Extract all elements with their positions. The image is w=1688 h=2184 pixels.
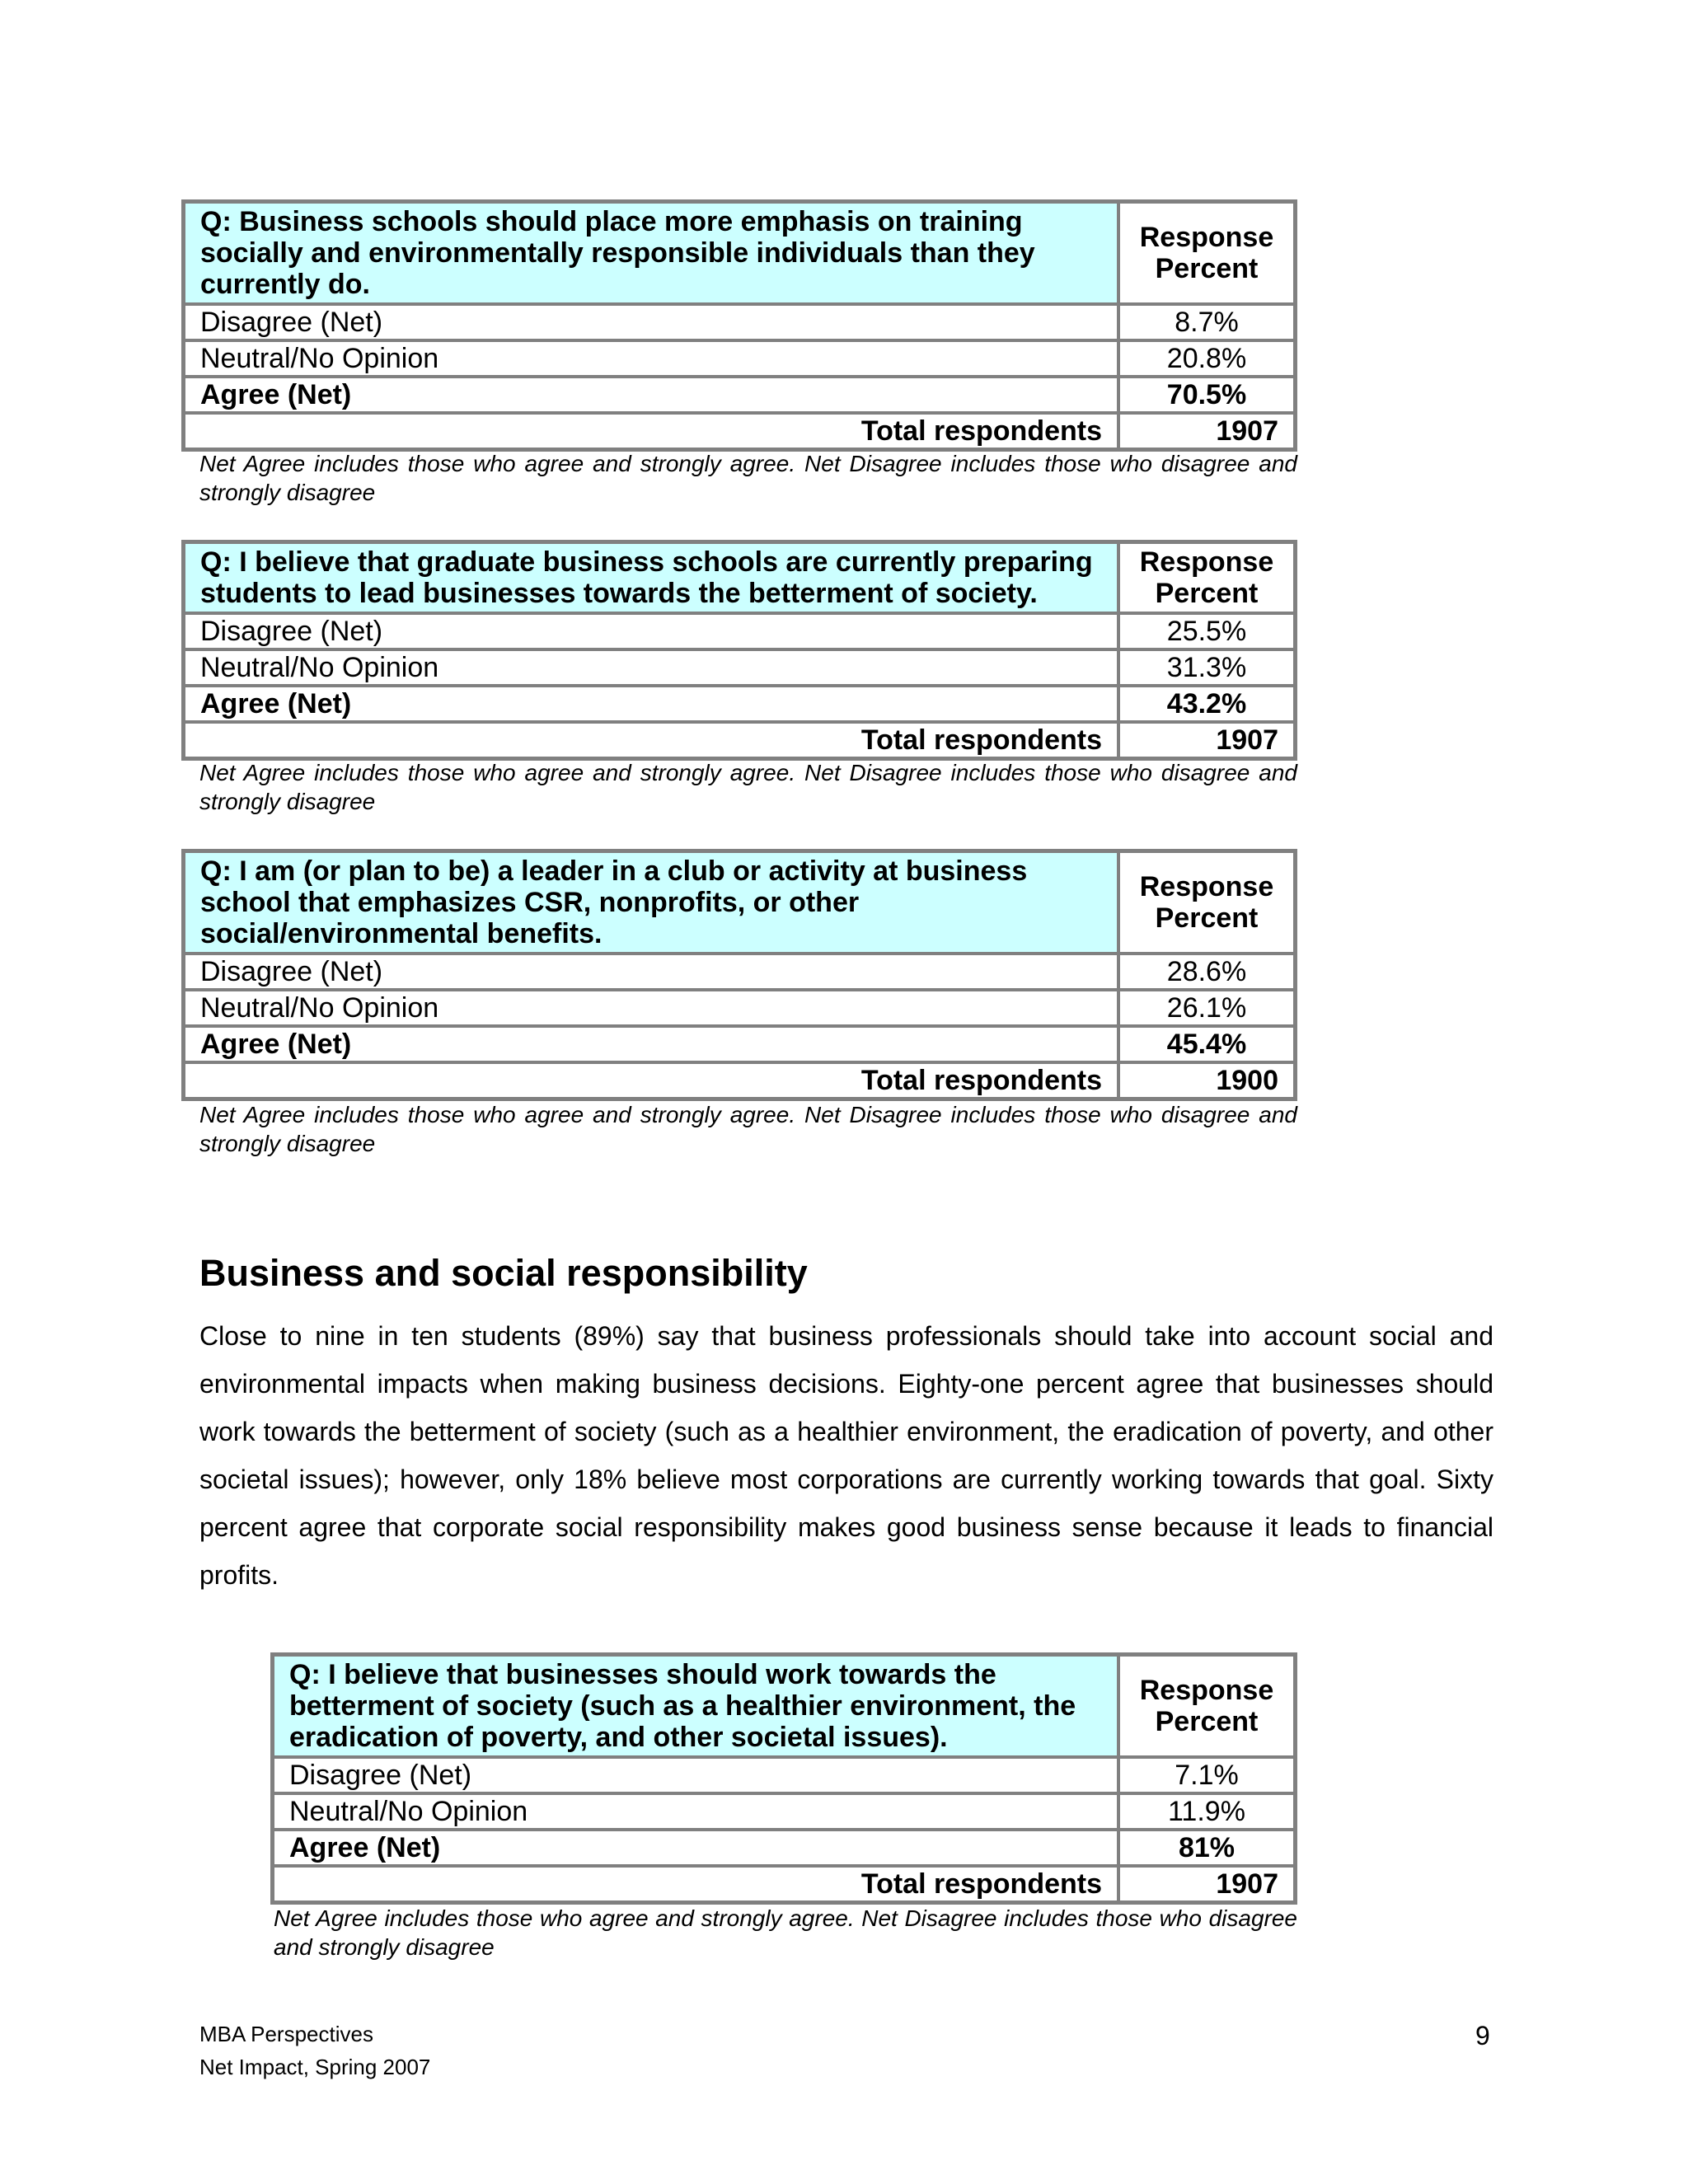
table-row: [184, 613, 1296, 649]
row-value: 45.4%: [1118, 1026, 1296, 1062]
row-value: 70.5%: [1118, 377, 1296, 413]
footer-publication: MBA Perspectives: [199, 2022, 373, 2046]
table-note: Net Agree includes those who agree and strongly agree. Net Disagree includes those who disagree and strongly disagree: [274, 1905, 1297, 1960]
total-value: 1907: [1118, 1866, 1296, 1902]
section-title: Business and social responsibility: [199, 1252, 808, 1294]
table-row: [273, 1793, 1296, 1830]
table-note: Net Agree includes those who agree and strongly agree. Net Disagree includes those who disagree and strongly disagree: [199, 1102, 1297, 1156]
row-value: 20.8%: [1118, 340, 1296, 377]
survey-table-1: [181, 199, 1297, 452]
table-header-row: [184, 851, 1296, 954]
table-note: Net Agree includes those who agree and strongly agree. Net Disagree includes those who disagree and strongly disagree: [199, 451, 1297, 505]
question-cell: Q: I am (or plan to be) a leader in a club or activity at business school that emphasizes CSR, nonprofits, or other social/environmental benefits.: [184, 851, 1119, 954]
row-value: 11.9%: [1118, 1793, 1296, 1830]
row-value: 81%: [1118, 1830, 1296, 1866]
table-row: [184, 686, 1296, 722]
total-row: [273, 1866, 1296, 1902]
total-value: 1907: [1118, 413, 1296, 449]
question-cell: Q: I believe that graduate business schools are currently preparing students to lead businesses towards the betterment of society.: [184, 542, 1119, 614]
row-label: Agree (Net): [184, 1026, 1119, 1062]
table-row: [184, 340, 1296, 377]
row-label: Agree (Net): [184, 686, 1119, 722]
row-value: 8.7%: [1118, 304, 1296, 340]
row-value: 7.1%: [1118, 1757, 1296, 1793]
row-label: Disagree (Net): [184, 954, 1119, 990]
response-percent-header: Response Percent: [1118, 1655, 1296, 1758]
row-label: Neutral/No Opinion: [184, 990, 1119, 1026]
row-value: 31.3%: [1118, 649, 1296, 686]
table-row: [273, 1757, 1296, 1793]
section-paragraph: Close to nine in ten students (89%) say that business professionals should take into account social and environmental impacts when making business decisions. Eighty-one percent agree that businesses should work towards the betterment of society (such as a healthier environment, the eradication of poverty, and other societal issues); however, only 18% believe most corporations are currently working towards that goal. Sixty percent agree that corporate social responsibility makes good business sense because it leads to financial profits.: [199, 1321, 1493, 1590]
row-label: Agree (Net): [273, 1830, 1119, 1866]
table-header-row: [184, 542, 1296, 614]
survey-table-2: [181, 540, 1297, 761]
table-row: [184, 954, 1296, 990]
table-header-row: [184, 202, 1296, 305]
total-label: Total respondents: [273, 1866, 1119, 1902]
response-percent-header: Response Percent: [1118, 202, 1296, 305]
total-label: Total respondents: [184, 1062, 1119, 1099]
table-row: [184, 377, 1296, 413]
row-value: 43.2%: [1118, 686, 1296, 722]
total-value: 1907: [1118, 722, 1296, 758]
response-percent-header: Response Percent: [1118, 542, 1296, 614]
table-row: [184, 990, 1296, 1026]
page-number: 9: [1475, 2021, 1490, 2050]
page-footer: [199, 2018, 430, 2083]
survey-table-4: [270, 1652, 1297, 1905]
question-cell: Q: Business schools should place more emphasis on training socially and environmentally responsible individuals than they currently do.: [184, 202, 1119, 305]
row-value: 25.5%: [1118, 613, 1296, 649]
total-row: [184, 1062, 1296, 1099]
row-label: Neutral/No Opinion: [184, 649, 1119, 686]
row-label: Neutral/No Opinion: [273, 1793, 1119, 1830]
question-cell: Q: I believe that businesses should work towards the betterment of society (such as a healthier environment, the eradication of poverty, and other societal issues).: [273, 1655, 1119, 1758]
row-value: 26.1%: [1118, 990, 1296, 1026]
total-label: Total respondents: [184, 722, 1119, 758]
total-value: 1900: [1118, 1062, 1296, 1099]
row-label: Neutral/No Opinion: [184, 340, 1119, 377]
table-header-row: [273, 1655, 1296, 1758]
table-row: [184, 304, 1296, 340]
row-label: Disagree (Net): [184, 304, 1119, 340]
total-row: [184, 413, 1296, 449]
total-row: [184, 722, 1296, 758]
table-row: [273, 1830, 1296, 1866]
row-value: 28.6%: [1118, 954, 1296, 990]
table-row: [184, 1026, 1296, 1062]
total-label: Total respondents: [184, 413, 1119, 449]
row-label: Agree (Net): [184, 377, 1119, 413]
footer-publisher: Net Impact, Spring 2007: [199, 2055, 431, 2079]
row-label: Disagree (Net): [184, 613, 1119, 649]
table-row: [184, 649, 1296, 686]
table-note: Net Agree includes those who agree and strongly agree. Net Disagree includes those who disagree and strongly disagree: [199, 760, 1297, 814]
row-label: Disagree (Net): [273, 1757, 1119, 1793]
survey-table-3: [181, 849, 1297, 1101]
response-percent-header: Response Percent: [1118, 851, 1296, 954]
